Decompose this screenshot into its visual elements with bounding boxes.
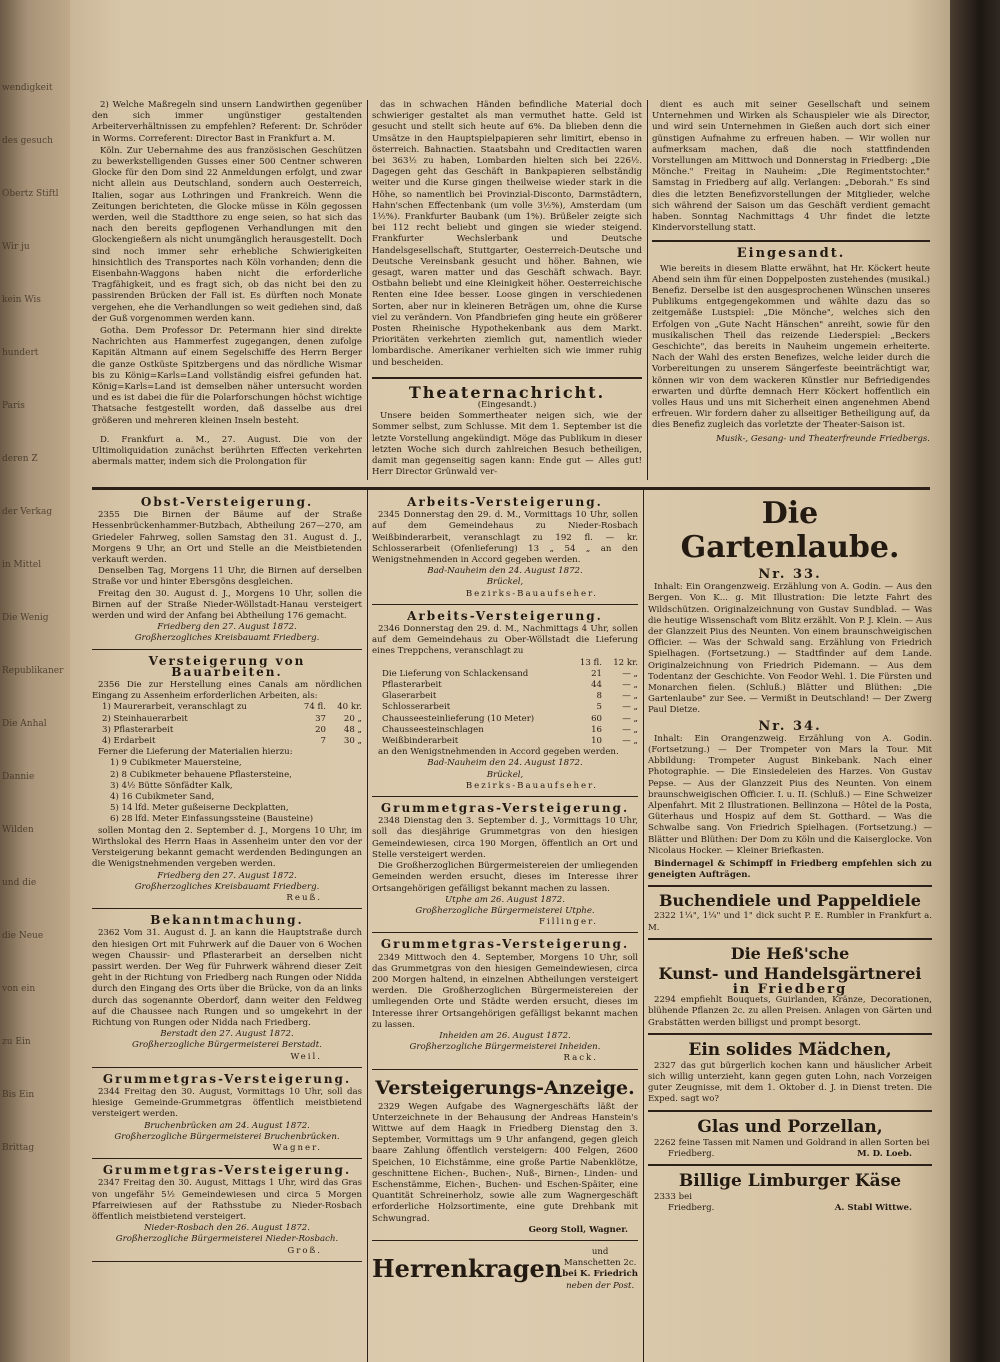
notice-signatory: Weil. [290, 1051, 322, 1062]
notice-item-fl: 8 [596, 691, 602, 702]
notice-left-0 [92, 497, 362, 650]
section-rule [648, 885, 932, 887]
notice-item-fl: 37 [315, 713, 326, 724]
notice-item [372, 714, 638, 725]
notice-item-fl: 44 [591, 680, 602, 691]
notice-material: 2) 8 Cubikmeter behauene Pflastersteine, [110, 769, 292, 780]
column-1 [92, 100, 362, 470]
herrenkragen-line-2: bei K. Friedrich [562, 1269, 638, 1280]
notice-signatory: Rack. [563, 1053, 598, 1064]
notice-item-kr: — „ [622, 680, 638, 691]
previous-page-fragment: Die Anhal [2, 719, 47, 729]
notice-rule [372, 932, 638, 933]
notice-rule [92, 1261, 362, 1262]
glas-title: Glas und Porzellan, [697, 1116, 883, 1137]
notice-date: Inheiden am 26. August 1872. [439, 1030, 571, 1041]
article-koeln: Köln. Zur Uebernahme des aus französischen Geschützen zu bewerkstelligenden Gusses einer 500 Centner schweren Glocke für den Dom sind 22 Anmeldungen erfolgt, und zwar nicht allein aus Deutschland, sondern auch Oesterreich, Italien, sogar aus Lothringen und Frankreich. Wenn die Zeitungen berichteten, die Glocke müsse in Köln gegossen werden, weil die Stadtthore zu enge seien, so hat sich das nach den bereits gepflogenen Verhandlungen mit den Glockengießern als nicht unumgänglich herausgestellt. Doch sind noch immer sehr erhebliche Schwierigkeiten hinsichtlich des Transportes nach Köln vorhanden; denn die Eisenbahn-Waggons haben nicht die erforderliche Tragfähigkeit, und es fragt sich, ob das nicht bei den zu passirenden Brücken der Fall ist. Es dürften noch Monate vergehen, ehe die Verhandlungen so weit gediehen sind, daß der Guß vorgenommen werden kann. [92, 145, 362, 324]
ads-divider-right [643, 490, 644, 1362]
notice-material: 5) 14 lfd. Meter gußeiserne Deckplatten, [110, 803, 289, 814]
notice-item-fl: 21 [591, 668, 602, 679]
notice-item-label: Chausseesteinlieferung (10 Meter) [382, 713, 535, 724]
notice-text-2: Ferner die Lieferung der Materialien hierzu: [98, 747, 293, 758]
book-binding [950, 0, 1000, 1362]
notice-item-fl: 74 fl. [303, 702, 326, 713]
column-divider [367, 100, 368, 480]
notice-item-kr: — „ [622, 713, 638, 724]
gartenlaube-nr34-text: Inhalt: Ein Orangenzweig. Erzählung von A. Godin. (Fortsetzung.) — Der Trompeter von Mars la Tour. Mit Abbildung: Trompeter August Binkebank. Nach einer Photographie. — Die Einsiedeleien des Harzes. Von Gustav Pepse. — Aus der Glanzzeit Pius des Neunten. Von einem braunschweigischen Officier. I. u. II. (Schluß.) — Eine Schweizer Alpenfahrt. Mit 2 Illustrationen. Bellinzona — Hôtel de la Posta, Güterhaus und Hospiz auf dem St. Gotthard. — Was die Schwalbe sang. Von Friedrich Spielhagen. (Fortsetzung.) — Blätter und Blüthen: Der Dom zu Köln und die Kaiserglocke. Von Nicolaus Hocker. — Kleiner Briefkasten. [648, 733, 932, 856]
notice-item-label: 2) Steinhauerarbeit [102, 713, 188, 724]
newspaper-page [70, 0, 950, 1362]
eingesandt-signature: Musik-, Gesang- und Theaterfreunde Friedbergs. [715, 433, 930, 444]
article-boerse: das in schwachen Händen befindliche Material doch schwieriger gestaltet als man vermuthet hatte. Geld ist gesucht und stellt sich heute auf 6%. Da blieben denn die Umsätze in den Hauptspielpapieren sehr limitirt, ebenso in österreich. Bahnactien. Staatsbahn und Creditactien waren bei 363½ zu haben, Lombarden hielten sich bei 226½. Dagegen geht das Geschäft in Bankpapieren selbständig weiter und die Kurse gingen theilweise wieder stark in die Höhe, so namentlich bei Provinzial-Disconto, Darmstädtern, Hahn'schen Effectenbank (um volle 3½%), Amsterdam (um 1½%). Frankfurter Baubank (um 1%). Brüßeler zeigte sich bei 112 recht beliebt und gingen sie wieder steigend. Frankfurter Wechslerbank und Deutsche Handelsgesellschaft, Stuttgarter, Oesterreich-Deutsche und Deutsche Vereinsbank gesucht und höher. Bahnen, wie gesagt, waren matter und das Geschäft schwach. Bayr. Ostbahn beliebt und eine Kleinigkeit höher. Oesterreichische Renten eine Idee besser. Loose gingen in verschiedenen Sorten, aber nur in kleineren Beträgen um, ohne die Kurse viel zu verändern. Von Pfandbriefen ging heute ein größerer Posten Rheinische Hypothekenbank aus dem Markt. Prioritäten verkehrten ziemlich gut, namentlich wieder lombardische. Amerikaner verhielten sich wie immer ruhig und bescheiden. [372, 100, 642, 368]
notice-text: 2349 Mittwoch den 4. September, Morgens 10 Uhr, soll das Grummetgras von den hiesigen Gemeindewiesen, circa 200 Morgen haltend, in einzelnen Abtheilungen versteigert werden. Die Großherzoglichen Bürgermeistereien der umliegenden Orte und Städte werden ersucht, dieses im Interesse ihrer Ortsangehörigen gefälligst bekannt machen zu lassen. [372, 952, 638, 1030]
notice-title: Arbeits-Versteigerung. [407, 608, 603, 623]
notice-item-label: Die Lieferung von Schlackensand [382, 668, 529, 679]
notice-title: Obst-Versteigerung. [140, 495, 314, 509]
notice-authority: Brückel, [486, 769, 524, 780]
previous-page-fragment: Die Wenig [2, 613, 49, 623]
notice-title: Versteigerungs-Anzeige. [375, 1076, 635, 1099]
gartenlaube-nr34: Nr. 34. [758, 718, 822, 734]
notice-item-label: Chausseesteinschlagen [382, 724, 484, 735]
notice-left-3 [92, 1071, 362, 1159]
notice-item-label: 1) Maurerarbeit, veranschlagt zu [102, 702, 247, 713]
notice-item-kr: 48 „ [343, 724, 362, 735]
notice-item-kr: — „ [622, 724, 638, 735]
previous-page-fragment: und die [2, 878, 37, 888]
binder-ad: Bindernagel & Schimpff in Friedberg empfehlen sich zu geneigten Aufträgen. [648, 859, 932, 881]
notice-authority: Großherzogliche Bürgermeisterei Utphe. [415, 905, 595, 916]
article-frankfurt: D. Frankfurt a. M., 27. August. Die von der Ultimoliquidation zunächst berührten Effecten verkehrten abermals matter, indem sich die Prolongation für [92, 434, 362, 468]
buchen-title: Buchendiele und Pappeldiele [659, 891, 921, 911]
notice-text-2: Denselben Tag, Morgens 11 Uhr, die Birnen auf derselben Straße vor und hinter Ebersgöns desgleichen. [92, 566, 362, 588]
previous-page-fragment: von ein [2, 984, 36, 994]
notice-item-kr: 12 kr. [613, 657, 638, 668]
notice-text: 2355 Die Birnen der Bäume auf der Straße Hessenbrückenhammer-Butzbach, Abtheilung 267—270, am Griedeler Fahrweg, sollen Samstag den 31. August d. J., Morgens 9 Uhr, an Ort und Stelle an die Meistbietenden verkauft werden. [92, 510, 362, 566]
previous-page-fragment: kein Wis [2, 295, 41, 305]
notice-mid-3 [372, 939, 638, 1069]
herrenkragen-info [562, 1247, 638, 1292]
section-rule [648, 1110, 932, 1112]
notice-item-kr: 40 kr. [337, 702, 362, 713]
eingesandt-heading: Eingesandt. [736, 246, 846, 262]
column-2 [372, 100, 642, 480]
notice-item-kr: — „ [622, 736, 638, 747]
previous-page-fragment: Paris [2, 401, 25, 411]
herrenkragen-title: Herrenkragen [372, 1254, 563, 1284]
herrenkragen-ad [372, 1247, 638, 1292]
notice-item [372, 736, 638, 747]
glas-signature [648, 1149, 932, 1160]
notice-signatory: Wagner. [272, 1142, 322, 1153]
notice-item-label: 4) Erdarbeit [102, 736, 156, 747]
maedchen-title: Ein solides Mädchen, [688, 1039, 892, 1060]
theater-subheading: (Eingesandt.) [477, 400, 537, 411]
notice-title: Arbeits-Versteigerung. [407, 495, 603, 509]
notice-material: 4) 16 Cubikmeter Sand, [110, 792, 215, 803]
previous-page-edge [0, 0, 70, 1362]
column-3 [652, 100, 930, 445]
notice-text: 2347 Freitag den 30. August, Mittags 1 Uhr, wird das Gras von ungefähr 5½ Gemeindewiesen und circa 5 Morgen Pfarreiwiesen auf der Rathsstube zu Nieder-Rosbach öffentlich meistbietend versteigert. [92, 1178, 362, 1222]
notice-date: Bad-Nauheim den 24. August 1872. [427, 758, 583, 769]
previous-page-fragment: der Verkag [2, 507, 53, 517]
notice-item-kr: — „ [622, 702, 638, 713]
notice-item-fl: 60 [591, 713, 602, 724]
previous-page-fragment: deren Z [2, 454, 38, 464]
notice-signatory: Groß. [287, 1245, 322, 1256]
notice-authority: Großherzogliches Kreisbauamt Friedberg. [134, 633, 320, 644]
buchen-text: 2322 1¼", 1¼" und 1" dick sucht P. E. Rumbler in Frankfurt a. M. [648, 911, 932, 933]
notice-item-kr: — „ [622, 691, 638, 702]
notice-mid-2 [372, 803, 638, 933]
notice-date: Nieder-Rosbach den 26. August 1872. [144, 1223, 310, 1234]
previous-page-text [0, 0, 70, 1155]
notice-title: Versteigerung von Bauarbeiten. [148, 653, 306, 679]
gartenlaube-title: Die Gartenlaube. [680, 496, 900, 565]
notice-mid-5 [372, 1247, 638, 1292]
notice-item-fl: 20 [315, 724, 326, 735]
kaese-place: Friedberg. [668, 1203, 715, 1214]
notice-signature: Georg Stoll, Wagner. [528, 1224, 628, 1235]
notice-item [372, 702, 638, 713]
kaese-title: Billige Limburger Käse [678, 1170, 902, 1191]
hess-title-1: Die Heß'sche [730, 943, 850, 963]
previous-page-fragment: Republikaner [2, 666, 64, 676]
kaese-seller: A. Stabl Wittwe. [834, 1203, 912, 1214]
notice-text: 2348 Dienstag den 3. September d. J., Vormittags 10 Uhr, soll das diesjährige Grummetgras von den hiesigen Gemeindewiesen, circa 190 Morgen, öffentlich an Ort und Stelle versteigert werden. [372, 816, 638, 860]
notice-left-2 [92, 915, 362, 1068]
herrenkragen-line-3: neben der Post. [566, 1280, 635, 1291]
glas-seller: M. D. Loeb. [857, 1148, 912, 1159]
article-gotha: Gotha. Dem Professor Dr. Petermann hier sind direkte Nachrichten aus Hammerfest zugegangen, denen zufolge Kapitän Altmann auf einem Segelschiffe des Herrn Berger die ganze Ostküste Spitzbergens und das nördliche Wismar bis zu König=Karls=Land vollständig eisfrei gefunden hat. König=Karls=Land ist demselben näher untersucht worden und es ist dabei die für die Polarforschungen höchst wichtige Thatsache festgestellt worden, daß dasselbe aus drei größeren und mehreren kleinen Inseln besteht. [92, 326, 362, 426]
notice-item [372, 658, 638, 669]
notice-title: Grummetgras-Versteigerung. [102, 1163, 352, 1178]
notice-item-label: Pflasterarbeit [382, 680, 442, 691]
theater-text: Unsere beiden Sommertheater neigen sich, wie der Sommer selbst, zum Schlusse. Mit dem 1. September ist die letzte Vorstellung angekündigt. Möge das Publikum in dieser letzten Woche sich durch zahlreichen Besuch betheiligen, damit man gegenseitig sagen kann: Ende gut — Alles gut! Herr Director Grünwald ver- [372, 411, 642, 478]
notice-title: Grummetgras-Versteigerung. [380, 937, 630, 952]
gartenlaube-nr33: Nr. 33. [758, 567, 822, 582]
notice-text: 2329 Wegen Aufgabe des Wagnergeschäfts läßt der Unterzeichnete in der Behausung der Andreas Hanstein's Wittwe auf dem Haagk in Friedberg Dienstag den 3. September, Vormittags um 9 Uhr anfangend, gegen gleich baare Zahlung öffentlich versteigern: 400 Felgen, 2600 Speichen, 10 Eichstämme, eine große Partie Nabenklötze, geschnittene Eichen-, Buchen-, Nuß-, Birnen-, Linden- und Eschenstämme, Eichen-, Buchen- und Eschen-Späiter, eine Quantität Schreinerholz, sowie alle zum Wagnergeschäft erforderliche Holzsortimente, eine gute Drehbank mit Schwungrad. [372, 1101, 638, 1224]
hess-title-3: in Friedberg [732, 981, 848, 997]
previous-page-fragment: wendigkeit [2, 83, 53, 93]
notice-item-label: Glaserarbeit [382, 691, 437, 702]
notice-material: 6) 28 lfd. Meter Einfassungssteine (Bausteine) [110, 814, 314, 825]
previous-page-fragment: Obertz Stiftl [2, 189, 59, 199]
notice-rule [372, 604, 638, 605]
notice-signatory: Bezirks-Bauaufseher. [465, 588, 598, 599]
ads-middle-column [372, 497, 638, 1298]
kaese-signature [648, 1203, 932, 1214]
eingesandt-text: Wie bereits in diesem Blatte erwähnt, hat Hr. Köckert heute Abend sein ihm für einen Doppelposten zustehendes (musikal.) Benefiz. Derselbe ist den ausgesprochenen Wünschen unseres Publikums entgegengekommen und wählte dazu das so zeitgemäße Lustspiel: „Die Mönche", welches sich den Erfolgen von „Gute Nacht Hänschen" anreiht, sowie für den musikalischen Theil das reizende Liederspiel: „Beckers Geschichte", das bereits in Nauheim ungemein erheiterte. Nach der Wahl des ersten Benefizes, welche leider durch die Vorbereitungen zu unserem Sängerfeste beeinträchtigt war, können wir von dem wackeren Künstler nur Befriedigendes erwarten und dürfte demnach Herr Köckert hoffentlich ein volles Haus und uns mit Sicherheit einen angenehmen Abend erfreuen. Wir fordern daher zu allseitiger Betheiligung auf, da dies Benefiz zugleich das vorletzte der Theater-Saison ist. [652, 263, 930, 431]
gartenlaube-nr33-text: Inhalt: Ein Orangenzweig. Erzählung von A. Godin. — Aus den Bergen. Von K... g. Mit Illustration: Die letzte Fahrt des Wildschützen. Originalzeichnung von Gustav Sundblad. — Was die heutige Wissenschaft vom Blitz erzählt. Von P. J. Klein. — Aus der Glanzzeit Pius des Neunten. Von einem braunschweigischen Officier. — Was der Schwald sang. Erzählung von Friedrich Spielhagen. (Fortsetzung.) — Stadtfinder auf dem Lande. Originalzeichnung von Friedrich Pidemann. — Aus dem Todentanz der Geschichte. Von Feodor Wehl. 1. Die Fürsten und Monarchen fielen. (Schluß.) Blätter und Blüthen: „Die Gartenlaube" zur See. — Vermißt in Deutschland! — Der Zwerg Paul Dietze. [648, 582, 932, 716]
notice-item [372, 691, 638, 702]
notice-item-kr: 30 „ [343, 736, 362, 747]
notice-item [92, 702, 362, 713]
notice-text: 2344 Freitag den 30. August, Vormittags 10 Uhr, soll das hiesige Gemeinde-Grummetgras öffentlich meistbietend versteigert werden. [92, 1086, 362, 1120]
ads-top-rule [92, 487, 930, 490]
theater-continued: dient es auch mit seiner Gesellschaft und seinem Unternehmen und Wirken als Schauspieler wie als Director, und wird sein Unternehmen in Gießen auch dort sich einer günstigen Aufnahme zu erfreuen haben. — Wir wollen nur aufmerksam machen, daß die noch stattfindenden Vorstellungen am Mittwoch und Donnerstag in Friedberg: „Die Mönche." Freitag in Nauheim: „Die Regimentstochter." Samstag in Friedberg auf allg. Verlangen: „Deborah." Es sind dies die letzten Benefizvorstellungen der Mitglieder, welche sich während der Saison um das Geschäft verdient gemacht haben. Sonntag Nachmittags 4 Uhr findet die letzte Kindervorstellung statt. [652, 100, 930, 234]
notice-text: 2362 Vom 31. August d. J. an kann die Hauptstraße durch den hiesigen Ort mit Fuhrwerk auf die Dauer von 6 Wochen wegen Chaussir- und Pflasterarbeit an derselben nicht passirt werden. Der Weg für Fuhrwerk während dieser Zeit geht in der Richtung von Friedberg nach Rungen oder Nidda durch den Eingang des Orts über die Brücke, von da an links durch das sogenannte Oberdorf, dann weiter den Feldweg auf die Chaussee nach Rungen und so umgekehrt in der Richtung von Rungen oder Nidda nach Friedberg. [92, 928, 362, 1028]
notice-date: Bruchenbrücken am 24. August 1872. [144, 1120, 310, 1131]
notice-date: Friedberg den 27. August 1872. [157, 622, 297, 633]
previous-page-fragment: Bis Ein [2, 1090, 35, 1100]
maedchen-text: 2327 das gut bürgerlich kochen kann und häuslicher Arbeit sich willig unterzieht, kann gegen guten Lohn, nach Vorzeigen guter Zeugnisse, mit dem 1. Oktober d. J. in Dienst treten. Die Exped. sagt wo? [648, 1060, 932, 1105]
notice-rule [92, 1067, 362, 1068]
notice-date: Bad-Nauheim den 24. August 1872. [427, 566, 583, 577]
ads-left-column [92, 497, 362, 1268]
notice-left-1 [92, 653, 362, 909]
previous-page-fragment: Brittag [2, 1143, 35, 1153]
notice-item [92, 725, 362, 736]
notice-item [372, 725, 638, 736]
notice-date: Utphe am 26. August 1872. [445, 894, 565, 905]
notice-title: Grummetgras-Versteigerung. [380, 801, 630, 816]
notice-item-fl: 10 [591, 736, 602, 747]
notice-date: Friedberg den 27. August 1872. [157, 870, 297, 881]
notice-signatory: Bezirks-Bauaufseher. [465, 780, 598, 791]
hess-text: 2294 empfiehlt Bouquets, Guirlanden, Kränze, Decorationen, blühende Pflanzen 2c. zu allen Preisen. Anlagen von Gärten und Grabstätten werden billigst und prompt besorgt. [648, 995, 932, 1028]
kaese-text: 2333 bei [654, 1191, 692, 1202]
article-landwirthe: 2) Welche Maßregeln sind unsern Landwirthen gegenüber den sich immer ungünstiger gestaltenden Arbeiterverhältnissen zu empfehlen? Referent: Dr. Schröder in Worms. Correferent: Director Bast in Frankfurt a. M. [92, 100, 362, 144]
previous-page-fragment: Wilden [2, 825, 34, 835]
notice-left-4 [92, 1165, 362, 1262]
notice-item [92, 714, 362, 725]
hess-title-2: Kunst- und Handelsgärtnerei [658, 963, 922, 983]
section-rule [648, 938, 932, 940]
notice-authority: Großherzogliche Bürgermeisterei Berstadt. [132, 1040, 322, 1051]
previous-page-fragment: Dannie [2, 772, 35, 782]
notice-item-label [382, 658, 566, 669]
notice-rule [372, 796, 638, 797]
notice-authority: Großherzogliche Bürgermeisterei Bruchenbrücken. [114, 1131, 340, 1142]
notice-material: 1) 9 Cubikmeter Mauersteine, [110, 758, 242, 769]
notice-rule [92, 1158, 362, 1159]
notice-item-label: Weißbinderarbeit [382, 736, 459, 747]
notice-authority: Großherzogliches Kreisbauamt Friedberg. [134, 881, 320, 892]
notice-item-fl: 16 [591, 724, 602, 735]
notice-mid-4 [372, 1076, 638, 1241]
previous-page-fragment: hundert [2, 348, 39, 358]
previous-page-fragment: in Mittel [2, 560, 42, 570]
notice-item-fl: 7 [320, 736, 326, 747]
notice-item [372, 680, 638, 691]
notice-text: 2356 Die zur Herstellung eines Canals am nördlichen Eingang zu Assenheim erforderlichen Arbeiten, als: [92, 680, 362, 702]
section-rule [648, 1164, 932, 1166]
notice-item-fl: 5 [596, 702, 602, 713]
notice-item-label: 3) Pflasterarbeit [102, 724, 174, 735]
column-divider [647, 100, 648, 480]
notice-rule [92, 908, 362, 909]
notice-rule [372, 1240, 638, 1241]
notice-item-label: Schlosserarbeit [382, 702, 451, 713]
notice-mid-0 [372, 497, 638, 605]
notice-item-kr: 20 „ [343, 713, 362, 724]
notice-text-3: sollen Montag den 2. September d. J., Morgens 10 Uhr, im Wirthslokal des Herrn Haas in Assenheim unter den vor der Versteigerung bekannt gemacht werdenden Bedingungen an die Wenigstnehmenden vergeben werden. [92, 825, 362, 870]
notice-item [372, 669, 638, 680]
previous-page-fragment: Wir ju [2, 242, 30, 252]
notice-title: Bekanntmachung. [150, 913, 304, 928]
ads-divider-left [367, 490, 368, 1362]
notice-date: Berstadt den 27. August 1872. [160, 1029, 294, 1040]
section-rule [652, 240, 930, 242]
previous-page-fragment: des gesuch [2, 136, 53, 146]
glas-text: 2262 feine Tassen mit Namen und Goldrand in allen Sorten bei [654, 1137, 930, 1148]
notice-authority: Großherzogliche Bürgermeisterei Inheiden. [409, 1042, 601, 1053]
section-rule [648, 1033, 932, 1035]
notice-text-2: Die Großherzoglichen Bürgermeistereien der umliegenden Gemeinden werden ersucht, dieses im Interesse ihrer Ortsangehörigen gefälligst bekannt machen zu lassen. [372, 861, 638, 894]
notice-item-fl: 13 fl. [579, 657, 602, 668]
notice-signatory: Fillinger. [539, 917, 598, 928]
notice-signatory: Reuß. [286, 892, 322, 903]
notice-rule [92, 649, 362, 650]
herrenkragen-line-1: und Manschetten 2c. [563, 1246, 637, 1269]
notice-authority: Großherzogliche Bürgermeisterei Nieder-Rosbach. [115, 1234, 339, 1245]
notice-material: 3) 4½ Bütte Sönfädter Kalk, [110, 780, 233, 791]
section-rule [372, 377, 642, 379]
notice-mid-1 [372, 608, 638, 797]
previous-page-fragment: die Neue [2, 931, 44, 941]
notice-item-kr: — „ [622, 668, 638, 679]
notice-authority: Brückel, [486, 577, 524, 588]
notice-text: 2346 Donnerstag den 29. d. M., Nachmittags 4 Uhr, sollen auf dem Gemeindehaus zu Ober-Wöllstadt die Lieferung eines Treppchens, veranschlagt zu [372, 624, 638, 657]
notice-item [92, 736, 362, 747]
theater-heading: Theaternachricht. [408, 382, 606, 402]
previous-page-fragment: zu Ein [2, 1037, 31, 1047]
glas-place: Friedberg. [668, 1148, 715, 1159]
notice-rule [372, 1069, 638, 1070]
notice-text-2: an den Wenigstnehmenden in Accord gegeben werden. [378, 747, 619, 758]
ads-right-column [648, 497, 932, 1214]
notice-title: Grummetgras-Versteigerung. [102, 1071, 352, 1086]
notice-text: 2345 Donnerstag den 29. d. M., Vormittags 10 Uhr, sollen auf dem Gemeindehaus zu Nieder-Rosbach Weißbinderarbeit, veranschlagt zu 192 fl. — kr. Schlosserarbeit (Ofenlieferung) 13 „ 54 „ an den Wenigstnehmenden in Accord gegeben werden. [372, 510, 638, 566]
notice-text-3: Freitag den 30. August d. J., Morgens 10 Uhr, sollen die Birnen auf der Straße Nieder-Wöllstadt-Hanau versteigert werden und wird der Anfang bei Abtheilung 176 gemacht. [92, 588, 362, 622]
